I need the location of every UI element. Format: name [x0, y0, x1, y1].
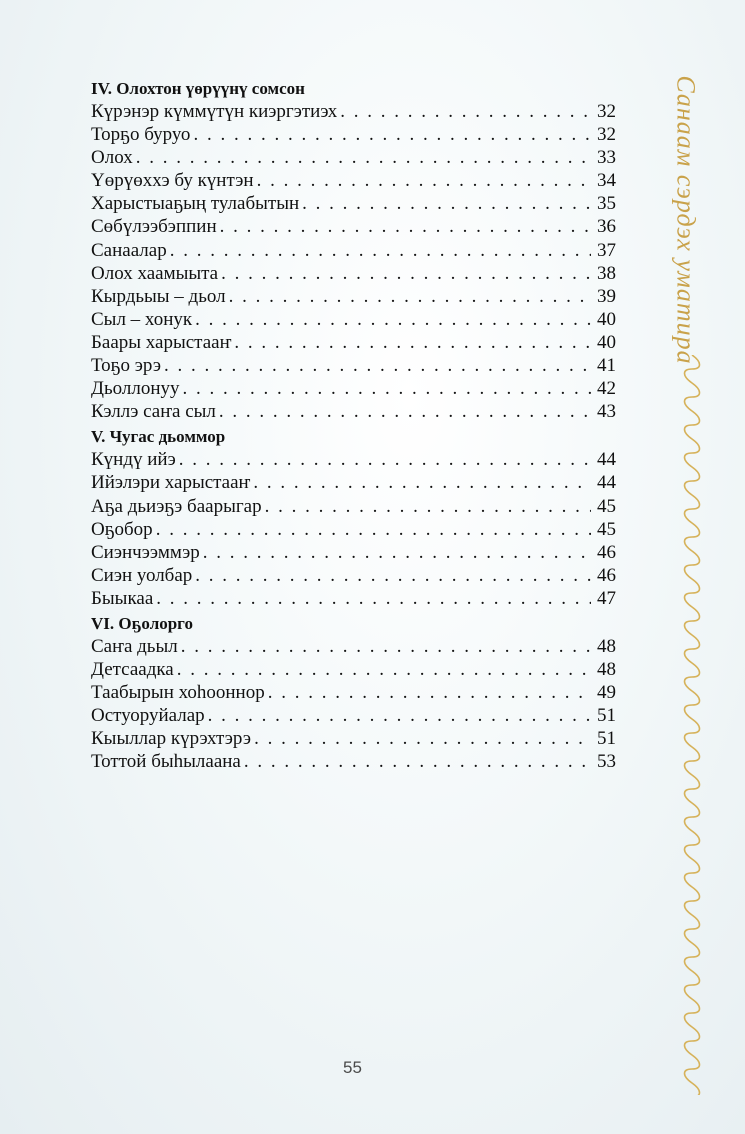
toc-entry-label: Оҕобор — [91, 518, 153, 540]
dot-leader — [244, 750, 591, 773]
dot-leader — [220, 215, 591, 238]
toc-entry — [91, 215, 616, 238]
toc-page-number: 36 — [597, 216, 616, 238]
toc-page-number: 46 — [597, 541, 616, 563]
dot-leader — [156, 587, 591, 610]
toc-entry — [91, 400, 616, 423]
toc-page-number: 37 — [597, 239, 616, 261]
toc-page-number: 43 — [597, 401, 616, 423]
dot-leader — [302, 192, 591, 215]
dot-leader — [156, 518, 591, 541]
toc-entry — [91, 285, 616, 308]
toc-entry-label: Олох хаамыыта — [91, 262, 219, 284]
toc-page-number: 44 — [597, 472, 616, 494]
toc-entry-label: Детсаадка — [91, 659, 174, 681]
dot-leader — [265, 495, 591, 518]
dot-leader — [177, 658, 591, 681]
toc-entry — [91, 192, 616, 215]
toc-entry-label: Быыкаа — [91, 587, 154, 609]
page-number: 55 — [343, 1058, 362, 1077]
toc-entry — [91, 169, 616, 192]
toc-entry — [91, 146, 616, 169]
vine-ornament-icon — [672, 355, 712, 1095]
toc-page-number: 46 — [597, 564, 616, 586]
toc-entry — [91, 658, 616, 681]
toc-page-number: 53 — [597, 751, 616, 773]
toc-entry-label: Сөбүлээбэппин — [91, 216, 217, 238]
toc-entry — [91, 681, 616, 704]
toc-entry-label: Олох — [91, 147, 133, 169]
toc-entry-label: Күндү ийэ — [91, 449, 176, 471]
toc-page-number: 40 — [597, 308, 616, 330]
toc-page-number: 44 — [597, 449, 616, 471]
toc-page-number: 45 — [597, 495, 616, 517]
toc-entry — [91, 704, 616, 727]
toc-entry — [91, 518, 616, 541]
dot-leader — [195, 564, 591, 587]
toc-entry-label: Сиэн уолбар — [91, 564, 193, 586]
toc-entry — [91, 727, 616, 750]
toc-page-number: 40 — [597, 331, 616, 353]
toc-entry-label: Күрэнэр күммүтүн киэргэтиэх — [91, 101, 338, 122]
toc-page-number: 47 — [597, 587, 616, 609]
toc-entry-label: Таабырын хоһооннор — [91, 682, 265, 704]
toc-entry — [91, 262, 616, 285]
dot-leader — [183, 377, 591, 400]
toc-entry-label: Кыыллар күрэхтэрэ — [91, 728, 252, 750]
toc-entry — [91, 448, 616, 471]
toc-entry-label: Үөрүөххэ бу күнтэн — [91, 170, 254, 192]
dot-leader — [221, 262, 591, 285]
toc-entry-label: Тоҕо эрэ — [91, 355, 161, 377]
dot-leader — [257, 169, 591, 192]
toc-entry-label: Харыстыаҕың тулабытын — [91, 193, 300, 215]
section-title: V. Чугас дьоммор — [91, 427, 226, 447]
dot-leader — [208, 704, 591, 727]
toc-page-number: 35 — [597, 193, 616, 215]
dot-leader — [234, 331, 591, 354]
toc-entry — [91, 635, 616, 658]
dot-leader — [229, 285, 591, 308]
toc-entry-label: Баары харыстааҥ — [91, 331, 232, 353]
toc-page-number: 42 — [597, 378, 616, 400]
dot-leader — [340, 100, 591, 123]
toc-entry-label: Кырдьыы – дьол — [91, 285, 226, 307]
dot-leader — [254, 727, 591, 750]
toc-entry — [91, 564, 616, 587]
toc-page-number: 48 — [597, 659, 616, 681]
toc-page-number: 32 — [597, 101, 616, 122]
toc-entry — [91, 587, 616, 610]
toc-entry — [91, 377, 616, 400]
toc-page-number: 51 — [597, 728, 616, 750]
toc-entry — [91, 100, 616, 123]
toc-page-number: 33 — [597, 147, 616, 169]
toc-entry — [91, 123, 616, 146]
toc-page-number: 41 — [597, 355, 616, 377]
toc-page-number: 48 — [597, 635, 616, 657]
dot-leader — [164, 354, 591, 377]
toc-entry-label: Тоттой быһылаана — [91, 751, 241, 773]
toc-entry-label: Саҥа дьыл — [91, 635, 178, 657]
dot-leader — [136, 146, 591, 169]
section-title: VI. Оҕолорго — [91, 613, 193, 633]
toc-entry-label: Торҕо буруо — [91, 124, 191, 146]
toc-entry-label: Кэллэ саҥа сыл — [91, 401, 216, 423]
toc-entry — [91, 471, 616, 494]
toc-entry-label: Сыл – хонук — [91, 308, 193, 330]
table-of-contents — [91, 78, 616, 774]
toc-entry — [91, 239, 616, 262]
toc-page-number: 34 — [597, 170, 616, 192]
toc-entry-label: Санаалар — [91, 239, 167, 261]
toc-entry-label: Остуоруйалар — [91, 705, 205, 727]
dot-leader — [219, 400, 591, 423]
toc-entry-label: Дьоллонуу — [91, 378, 180, 400]
toc-entry-label: Аҕа дьиэҕэ баарыгар — [91, 495, 262, 517]
side-decorative-title: Санаам сэрдэх уматира — [672, 75, 702, 365]
dot-leader — [193, 123, 591, 146]
toc-entry-label: Ийэлэри харыстааҥ — [91, 472, 251, 494]
toc-page-number: 38 — [597, 262, 616, 284]
section-title: IV. Олохтон үөрүүнү сомсон — [91, 79, 305, 98]
dot-leader — [253, 471, 591, 494]
dot-leader — [268, 681, 591, 704]
toc-entry — [91, 750, 616, 773]
toc-entry — [91, 354, 616, 377]
toc-page-number: 51 — [597, 705, 616, 727]
dot-leader — [203, 541, 591, 564]
dot-leader — [170, 239, 591, 262]
toc-entry — [91, 541, 616, 564]
dot-leader — [195, 308, 591, 331]
toc-entry — [91, 308, 616, 331]
toc-page-number: 39 — [597, 285, 616, 307]
dot-leader — [179, 448, 591, 471]
toc-page-number: 32 — [597, 124, 616, 146]
dot-leader — [181, 635, 591, 658]
toc-entry — [91, 331, 616, 354]
toc-page-number: 45 — [597, 518, 616, 540]
toc-page-number: 49 — [597, 682, 616, 704]
toc-entry — [91, 495, 616, 518]
toc-entry-label: Сиэнчээммэр — [91, 541, 200, 563]
